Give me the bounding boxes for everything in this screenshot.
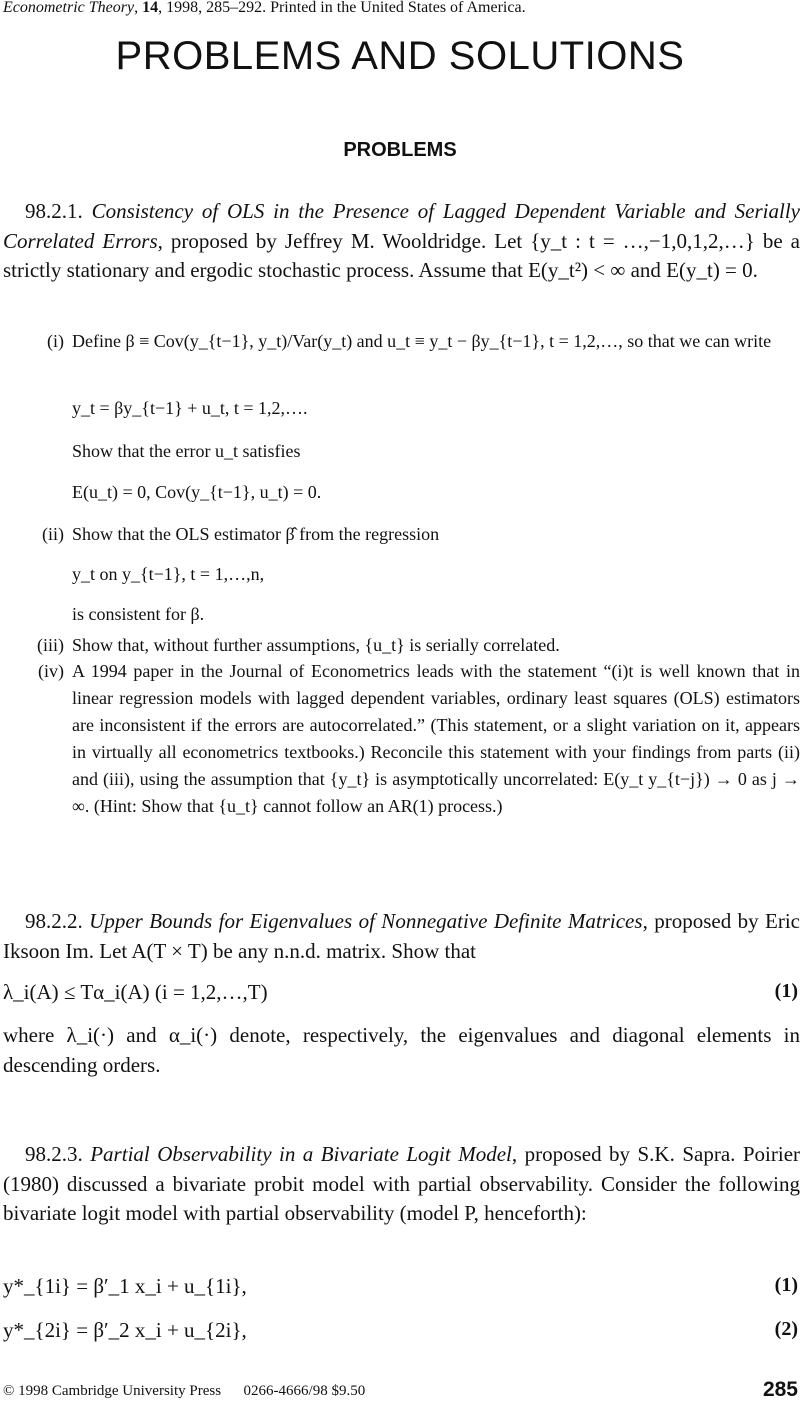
part-ii	[2, 521, 800, 551]
part-label: (iii)	[37, 635, 64, 655]
problem-1-number: 98.2.1.	[25, 199, 83, 223]
problem-1-title: Consistency of OLS in the Presence of Lagged Dependent Variable and Serially Correlated Errors	[3, 199, 800, 253]
problem-1-body: , proposed by Jeffrey M. Wooldridge. Let {y_t : t = …,−1,0,1,2,…} be a strictly stationary and ergodic stochastic process. Assume that E(y_t²) < ∞ and E(y_t) = 0.	[3, 228, 800, 282]
equation-row	[3, 980, 800, 1005]
eigen-equation: λ_i(A) ≤ Tα_i(A) (i = 1,2,…,T)	[3, 980, 268, 1004]
problem-3-body: , proposed by S.K. Sapra. Poirier (1980) discussed a bivariate probit model with partial observability. Consider the following bivariate logit model with partial observability (model P, henceforth):	[3, 1142, 800, 1225]
equation-number: (1)	[774, 1274, 798, 1296]
part-text: A 1994 paper in the Journal of Econometrics leads with the statement “(i)t is well known that in linear regression models with lagged dependent variables, ordinary least squares (OLS) estimators are inconsistent if the errors are autocorrelated.” (This statement, or a slight variation on it, appears in virtually all econometrics textbooks.) Reconcile this statement with your findings from parts (ii) and (iii), using the assumption that {y_t} is asymptotically uncorrelated: E(y_t y_{t−j}) → 0 as j → ∞. (Hint: Show that {u_t} cannot follow an AR(1) process.)	[72, 661, 800, 816]
problem-3-number: 98.2.3.	[25, 1142, 83, 1166]
part-iv	[2, 658, 800, 848]
equation-error-properties: E(u_t) = 0, Cov(y_{t−1}, u_t) = 0.	[72, 482, 322, 502]
latent-equation-1: y*_{1i} = β′_1 x_i + u_{1i},	[3, 1274, 247, 1298]
problem-2-title: Upper Bounds for Eigenvalues of Nonnegative Definite Matrices	[89, 909, 643, 933]
copyright-line: © 1998 Cambridge University Press 0266-4666/98 $9.50	[3, 1383, 366, 1399]
problem-2-number: 98.2.2.	[25, 909, 83, 933]
problem-2-conclusion: where λ_i(·) and α_i(·) denote, respectively, the eigenvalues and diagonal elements in descending orders.	[3, 1023, 800, 1077]
equation-number: (2)	[774, 1318, 798, 1340]
part-text: Define β ≡ Cov(y_{t−1}, y_t)/Var(y_t) and u_t ≡ y_t − βy_{t−1}, t = 1,2,…, so that we can write	[72, 331, 772, 351]
equation-ar: y_t = βy_{t−1} + u_t, t = 1,2,….	[72, 398, 308, 418]
equation-row	[3, 1318, 800, 1343]
equation-number: (1)	[774, 980, 798, 1002]
equation-regression: y_t on y_{t−1}, t = 1,…,n,	[72, 564, 265, 584]
running-head: Econometric Theory, 14, 1998, 285–292. Printed in the United States of America.	[3, 0, 526, 16]
page-title: PROBLEMS AND SOLUTIONS	[115, 34, 685, 78]
part-label: (ii)	[42, 524, 64, 544]
part-i	[2, 328, 800, 388]
part-label: (i)	[47, 331, 64, 351]
section-title: PROBLEMS	[343, 139, 457, 161]
consistent-text: is consistent for β.	[72, 604, 205, 624]
part-label: (iv)	[38, 661, 64, 681]
latent-equation-2: y*_{2i} = β′_2 x_i + u_{2i},	[3, 1318, 247, 1342]
problem-3-title: Partial Observability in a Bivariate Logit Model	[90, 1142, 512, 1166]
volume-number: 14	[142, 0, 159, 16]
problem-2-body: , proposed by Eric Iksoon Im. Let A(T × T) be any n.n.d. matrix. Show that	[3, 909, 800, 963]
problem-2-intro	[3, 907, 800, 966]
problem-3-intro	[3, 1140, 800, 1229]
part-text: Show that the OLS estimator β̂ from the regression	[72, 524, 440, 544]
problem-1-intro	[3, 197, 800, 286]
page-number: 285	[762, 1378, 798, 1401]
part-text: Show that, without further assumptions, {u_t} is serially correlated.	[72, 635, 560, 655]
running-head-rest: , 1998, 285–292. Printed in the United States of America.	[158, 0, 526, 16]
equation-row	[3, 1274, 800, 1299]
show-error-text: Show that the error u_t satisfies	[72, 441, 301, 461]
journal-name: Econometric Theory	[3, 0, 135, 16]
